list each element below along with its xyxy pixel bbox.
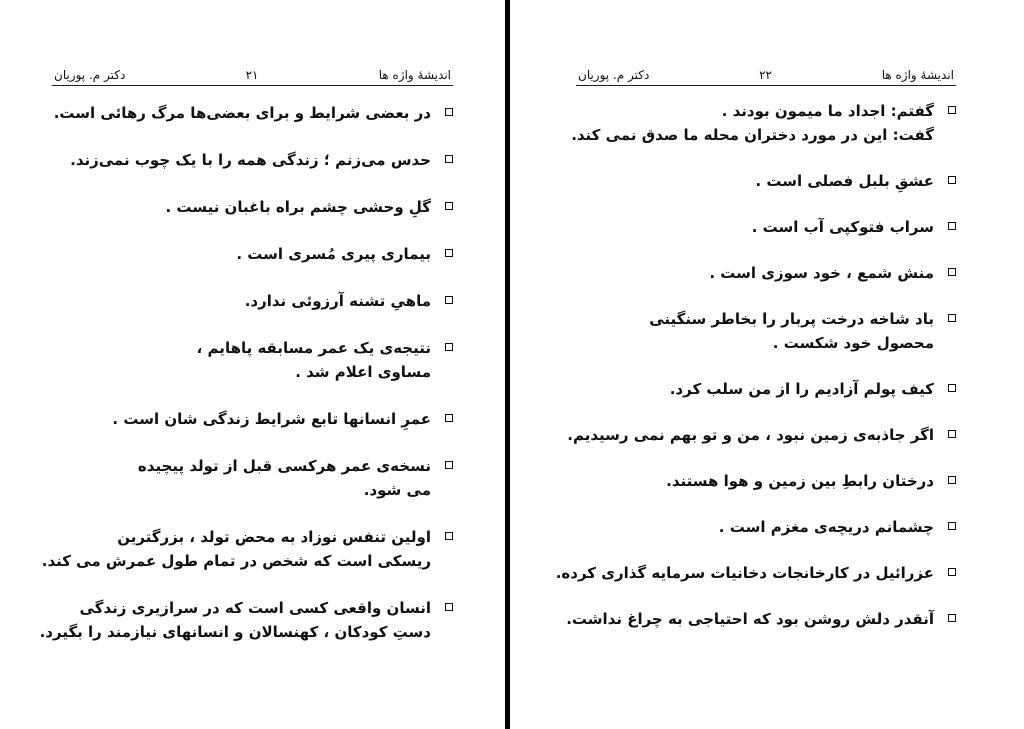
list-item bbox=[52, 454, 453, 502]
entry-line: آنقدر دلش روشن بود که احتیاجی به چراغ نداشت. bbox=[566, 610, 934, 628]
entry-line: مساوی اعلام شد . bbox=[295, 363, 431, 381]
square-bullet-icon bbox=[445, 249, 453, 257]
square-bullet-icon bbox=[445, 414, 453, 422]
list-item bbox=[52, 407, 453, 431]
entry-line: عزرائیل در کارخانجات دخانیات سرمایه گذاری کرده. bbox=[555, 564, 934, 582]
square-bullet-icon bbox=[948, 430, 956, 438]
square-bullet-icon bbox=[948, 384, 956, 392]
square-bullet-icon bbox=[445, 603, 453, 611]
square-bullet-icon bbox=[445, 343, 453, 351]
list-item bbox=[52, 195, 453, 219]
author-name: دکتر م. پوریان bbox=[54, 68, 126, 82]
square-bullet-icon bbox=[948, 314, 956, 322]
author-name: دکتر م. پوریان bbox=[578, 68, 650, 82]
square-bullet-icon bbox=[445, 108, 453, 116]
entry-line: دستِ کودکان ، کهنسالان و انسانهای نیازمند را بگیرد. bbox=[39, 623, 431, 641]
list-item bbox=[52, 242, 453, 266]
entry-line: ماهیِ تشنه آرزوئی ندارد. bbox=[244, 292, 431, 310]
entry-line: گفت: این در مورد دختران محله ما صدق نمی کند. bbox=[571, 126, 934, 144]
entry-list bbox=[39, 101, 453, 644]
entry-line: منش شمع ، خود سوزی است . bbox=[709, 264, 934, 282]
list-item bbox=[567, 423, 956, 447]
page-number: ۲۲ bbox=[759, 68, 772, 82]
entry-line: چشمانم دریچه‌ی مغزم است . bbox=[718, 518, 934, 536]
list-item bbox=[52, 101, 453, 125]
entry-line: در بعضی شرایط و برای بعضی‌ها مرگ رهائی است. bbox=[53, 104, 431, 122]
entry-line: نتیجه‌ی یک عمر مسابقه پاهایم ، bbox=[196, 339, 431, 357]
entry-line: سراب فتوکپی آب است . bbox=[751, 218, 934, 236]
square-bullet-icon bbox=[948, 568, 956, 576]
entry-list bbox=[555, 99, 956, 631]
list-item bbox=[52, 148, 453, 172]
square-bullet-icon bbox=[948, 476, 956, 484]
entry-line: عشقِ بلبل فصلی است . bbox=[755, 172, 934, 190]
square-bullet-icon bbox=[948, 106, 956, 114]
square-bullet-icon bbox=[445, 296, 453, 304]
list-item bbox=[576, 307, 956, 355]
square-bullet-icon bbox=[948, 222, 956, 230]
list-item bbox=[576, 215, 956, 239]
page-header bbox=[576, 68, 956, 86]
square-bullet-icon bbox=[445, 532, 453, 540]
entry-line: می شود. bbox=[363, 481, 431, 499]
list-item bbox=[566, 607, 956, 631]
book-title: اندیشهٔ واژه ها bbox=[378, 68, 451, 82]
list-item bbox=[52, 336, 453, 384]
list-item bbox=[571, 99, 956, 147]
list-item bbox=[555, 561, 956, 585]
list-item bbox=[576, 515, 956, 539]
entry-line: ریسکی است که شخص در تمام طول عمرش می کند. bbox=[41, 552, 431, 570]
list-item bbox=[52, 289, 453, 313]
right-page bbox=[510, 0, 1024, 729]
list-item bbox=[576, 169, 956, 193]
page-number: ۲۱ bbox=[245, 68, 259, 82]
entry-line: کیف پولم آزادیم را از من سلب کرد. bbox=[669, 380, 934, 398]
entry-line: گفتم: اجداد ما میمون بودند . bbox=[721, 102, 934, 120]
list-item bbox=[576, 469, 956, 493]
entry-line: گلِ وحشی چشم براه باغبان نیست . bbox=[165, 198, 431, 216]
entry-line: حدس می‌زنم ؛ زندگی همه را با یک چوب نمی‌زند. bbox=[70, 151, 431, 169]
entry-line: نسخه‌ی عمر هرکسی قبل از تولد پیچیده bbox=[137, 457, 431, 475]
entry-line: باد شاخه درخت پربار را بخاطر سنگینی bbox=[649, 310, 934, 328]
entry-line: اگر جاذبه‌ی زمین نبود ، من و تو بهم نمی رسیدیم. bbox=[567, 426, 934, 444]
list-item bbox=[576, 261, 956, 285]
list-item bbox=[39, 596, 453, 644]
square-bullet-icon bbox=[948, 268, 956, 276]
square-bullet-icon bbox=[948, 522, 956, 530]
entry-line: عمرِ انسانها تابع شرایط زندگی شان است . bbox=[112, 410, 431, 428]
square-bullet-icon bbox=[445, 202, 453, 210]
entry-line: بیماری پیری مُسری است . bbox=[236, 245, 431, 263]
page-header bbox=[52, 68, 453, 86]
list-item bbox=[41, 525, 453, 573]
entry-line: محصول خود شکست . bbox=[772, 334, 934, 352]
list-item bbox=[576, 377, 956, 401]
square-bullet-icon bbox=[948, 176, 956, 184]
entry-line: درختان رابطِ بین زمین و هوا هستند. bbox=[666, 472, 934, 490]
entry-line: اولین تنفس نوزاد به محض تولد ، بزرگترین bbox=[117, 528, 431, 546]
entry-line: انسان واقعی کسی است که در سرازیری زندگی bbox=[79, 599, 431, 617]
book-title: اندیشهٔ واژه ها bbox=[881, 68, 954, 82]
square-bullet-icon bbox=[948, 614, 956, 622]
square-bullet-icon bbox=[445, 461, 453, 469]
left-page bbox=[0, 0, 505, 729]
square-bullet-icon bbox=[445, 155, 453, 163]
